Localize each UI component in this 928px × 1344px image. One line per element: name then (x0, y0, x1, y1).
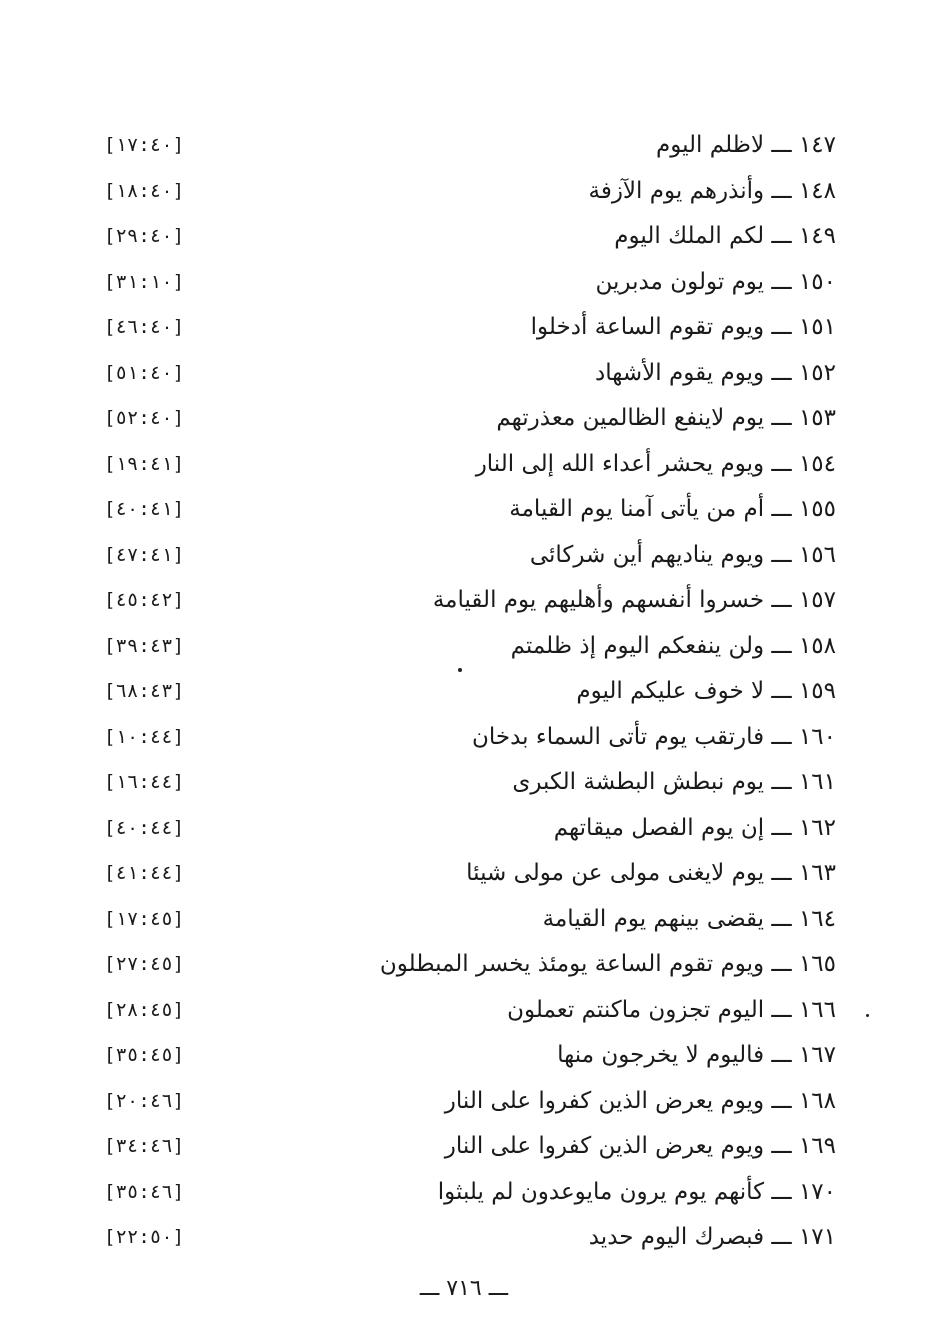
entry-reference: [٦٨:٤٣] (104, 680, 185, 702)
entry-text: ١٦٩ ـــ ويوم يعرض الذين كفروا على النار (444, 1133, 836, 1159)
entry-reference: [٤٦:٤٠] (104, 316, 185, 338)
print-speck (458, 668, 462, 672)
entry-reference: [٥٢:٤٠] (104, 407, 185, 429)
entry-reference: [٢٨:٤٥] (104, 998, 185, 1021)
entry-text: ١٦٣ ـــ يوم لايغنى مولى عن مولى شيئا (466, 860, 836, 886)
entry-text: ١٥٠ ـــ يوم تولون مدبرين (595, 268, 836, 295)
entry-reference: [٤١:٤٤] (104, 862, 185, 884)
entry-text: ١٥١ ـــ ويوم تقوم الساعة أدخلوا (530, 314, 836, 340)
entry-row (0, 124, 928, 170)
entry-row (0, 306, 928, 352)
entry-reference: [١٦:٤٤] (104, 771, 185, 793)
entry-row (0, 397, 928, 443)
entry-text: ١٥٧ ـــ خسروا أنفسهم وأهليهم يوم القيامة (432, 587, 836, 613)
entry-row (0, 670, 928, 716)
entry-row (0, 261, 928, 307)
entry-reference: [١٩:٤١] (104, 452, 185, 475)
entry-reference: [١٠:٤٤] (104, 725, 185, 748)
entry-reference: [٢٢:٥٠] (104, 1226, 185, 1248)
entry-text: ١٤٨ ـــ وأنذرهم يوم الآزفة (588, 177, 836, 204)
entry-text: ١٥٨ ـــ ولن ينفعكم اليوم إذ ظلمتم (510, 632, 836, 659)
entry-reference: [١٧:٤٠] (104, 134, 185, 156)
entry-row (0, 215, 928, 261)
entry-text: ١٥٣ ـــ يوم لاينفع الظالمين معذرتهم (496, 405, 836, 431)
entry-row (0, 488, 928, 534)
entry-reference: [٣٥:٤٥] (104, 1044, 185, 1066)
entry-row (0, 443, 928, 489)
entry-text: ١٥٦ ـــ ويوم يناديهم أين شركائى (529, 541, 836, 568)
entry-reference: [١٨:٤٠] (104, 179, 185, 202)
entry-text: ١٦٢ ـــ إن يوم الفصل ميقاتهم (553, 814, 836, 841)
entry-row (0, 761, 928, 807)
entry-text: ١٤٩ ـــ لكم الملك اليوم (614, 223, 836, 249)
entry-text: ١٦٤ ـــ يقضى بينهم يوم القيامة (542, 905, 836, 932)
entry-row (0, 352, 928, 398)
entry-reference: [٣١:١٠] (104, 270, 185, 293)
entry-row (0, 852, 928, 898)
entry-reference: [٤٥:٤٢] (104, 589, 185, 611)
entry-reference: [٢٧:٤٥] (104, 953, 185, 975)
entry-reference: [٢٩:٤٠] (104, 225, 185, 247)
entry-text: ١٥٢ ـــ ويوم يقوم الأشهاد (595, 359, 836, 386)
entry-row (0, 1080, 928, 1126)
entry-text: ١٤٧ ـــ لاظلم اليوم (655, 132, 836, 158)
entry-row (0, 1171, 928, 1217)
entry-row (0, 534, 928, 580)
entry-row (0, 1034, 928, 1080)
entry-reference: [٤٠:٤١] (104, 498, 185, 520)
entry-reference: [٢٠:٤٦] (104, 1089, 185, 1112)
entry-text: ١٦٧ ـــ فاليوم لا يخرجون منها (557, 1042, 836, 1068)
entry-text: ١٦٨ ـــ ويوم يعرض الذين كفروا على النار (444, 1087, 836, 1114)
entry-text: ١٦٥ ـــ ويوم تقوم الساعة يومئذ يخسر المبطلون (379, 951, 836, 977)
print-speck (866, 1014, 869, 1017)
entry-reference: [٤٠:٤٤] (104, 816, 185, 839)
entry-reference: [١٧:٤٥] (104, 907, 185, 930)
entry-text: ١٥٤ ـــ ويوم يحشر أعداء الله إلى النار (475, 450, 836, 477)
entry-reference: [٣٤:٤٦] (104, 1135, 185, 1157)
entry-row (0, 716, 928, 762)
entry-reference: [٣٥:٤٦] (104, 1180, 185, 1203)
entry-text: ١٦١ ـــ يوم نبطش البطشة الكبرى (512, 769, 836, 795)
entry-text: ١٦٠ ـــ فارتقب يوم تأتى السماء بدخان (471, 723, 836, 750)
entry-reference: [٣٩:٤٣] (104, 634, 185, 657)
page-number: ـــ ٧١٦ ـــ (419, 1276, 509, 1301)
entry-text: ١٥٥ ـــ أم من يأتى آمنا يوم القيامة (509, 496, 836, 522)
entry-row (0, 170, 928, 216)
entry-reference: [٤٧:٤١] (104, 543, 185, 566)
entry-row (0, 1125, 928, 1171)
entry-row (0, 807, 928, 853)
entry-row (0, 943, 928, 989)
entry-list (0, 124, 928, 1262)
entry-reference: [٥١:٤٠] (104, 361, 185, 384)
entry-row (0, 989, 928, 1035)
entry-text: ١٧١ ـــ فبصرك اليوم حديد (588, 1224, 836, 1250)
entry-row (0, 625, 928, 671)
entry-text: ١٦٦ ـــ اليوم تجزون ماكنتم تعملون (507, 996, 836, 1023)
entry-row (0, 898, 928, 944)
entry-text: ١٥٩ ـــ لا خوف عليكم اليوم (576, 678, 836, 704)
entry-row (0, 579, 928, 625)
entry-text: ١٧٠ ـــ كأنهم يوم يرون مايوعدون لم يلبثوا (437, 1178, 836, 1205)
entry-row (0, 1216, 928, 1262)
